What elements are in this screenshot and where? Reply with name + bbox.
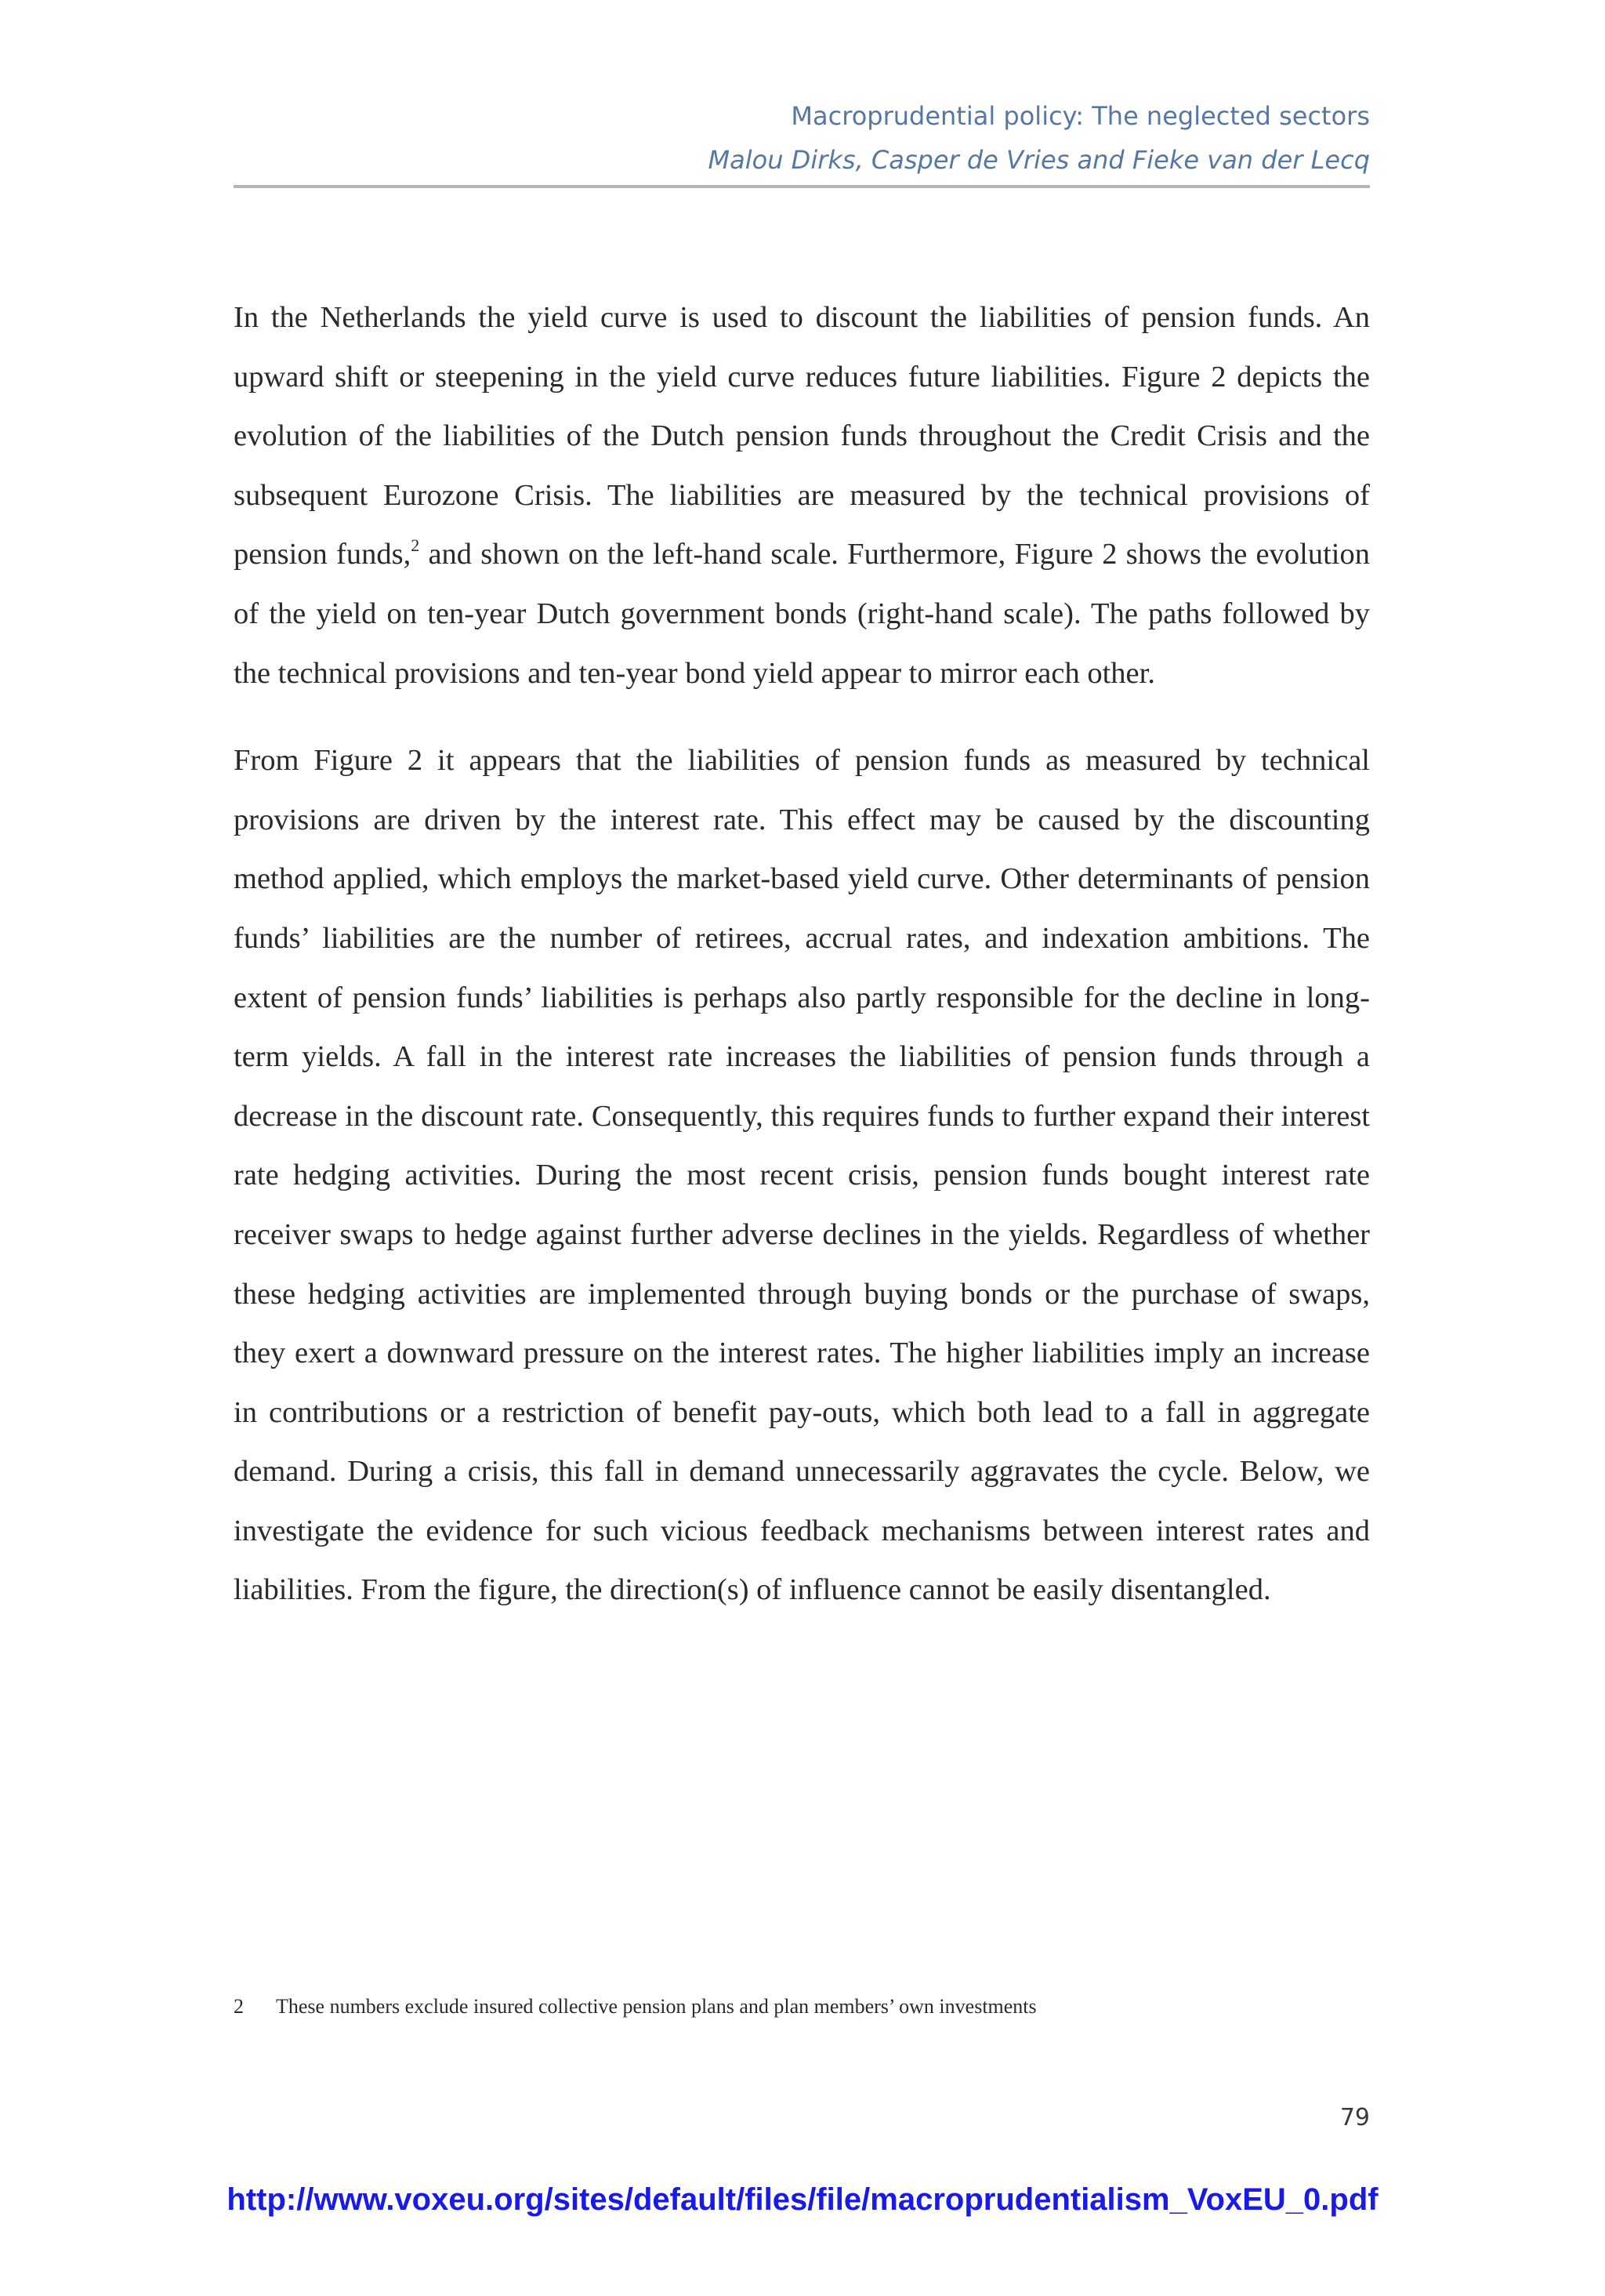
header-divider (234, 185, 1370, 188)
paragraph-1-text-end: and shown on the left-hand scale. Furthermore, Figure 2 shows the evolution of the yield on ten-year Dutch government bonds (right-hand scale). The paths followed by the technical provisions and ten-year bond yield appear to mirror each other. (234, 538, 1370, 690)
body-text (234, 288, 1370, 1649)
source-url-link[interactable]: http://www.voxeu.org/sites/default/files/file/macroprudentialism_VoxEU_0.pdf (226, 2182, 1379, 2217)
header-title: Macroprudential policy: The neglected sectors (791, 101, 1370, 131)
footnote-number: 2 (234, 1995, 244, 2018)
running-header (234, 94, 1370, 182)
paragraph-2: From Figure 2 it appears that the liabilities of pension funds as measured by technical provisions are driven by the interest rate. This effect may be caused by the discounting method applied, which employs the market-based yield curve. Other determinants of pension funds’ liabilities are the number of retirees, accrual rates, and indexation ambitions. The extent of pension funds’ liabilities is perhaps also partly responsible for the decline in long-term yields. A fall in the interest rate increases the liabilities of pension funds through a decrease in the discount rate. Consequently, this requires funds to further expand their interest rate hedging activities. During the most recent crisis, pension funds bought interest rate receiver swaps to hedge against further adverse declines in the yields. Regardless of whether these hedging activities are implemented through buying bonds or the purchase of swaps, they exert a downward pressure on the interest rates. The higher liabilities imply an increase in contributions or a restriction of benefit pay-outs, which both lead to a fall in aggregate demand. During a crisis, this fall in demand unnecessarily aggravates the cycle. Below, we investigate the evidence for such vicious feedback mechanisms between interest rates and liabilities. From the figure, the direction(s) of influence cannot be easily disentangled. (234, 744, 1370, 1607)
paragraph-1 (234, 288, 1370, 703)
footnote-text: These numbers exclude insured collective pension plans and plan members’ own investments (276, 1995, 1037, 2018)
page-number: 79 (1339, 2104, 1370, 2131)
footnote-reference: 2 (411, 535, 420, 556)
footnote (234, 1991, 1370, 2022)
paragraph-1-text-start: In the Netherlands the yield curve is used to discount the liabilities of pension funds. An upward shift or steepening in the yield curve reduces future liabilities. Figure 2 depicts the evolution of the liabilities of the Dutch pension funds throughout the Credit Crisis and the subsequent Eurozone Crisis. The liabilities are measured by the technical provisions of pension funds, (234, 301, 1370, 571)
header-authors: Malou Dirks, Casper de Vries and Fieke van der Lecq (708, 145, 1370, 175)
